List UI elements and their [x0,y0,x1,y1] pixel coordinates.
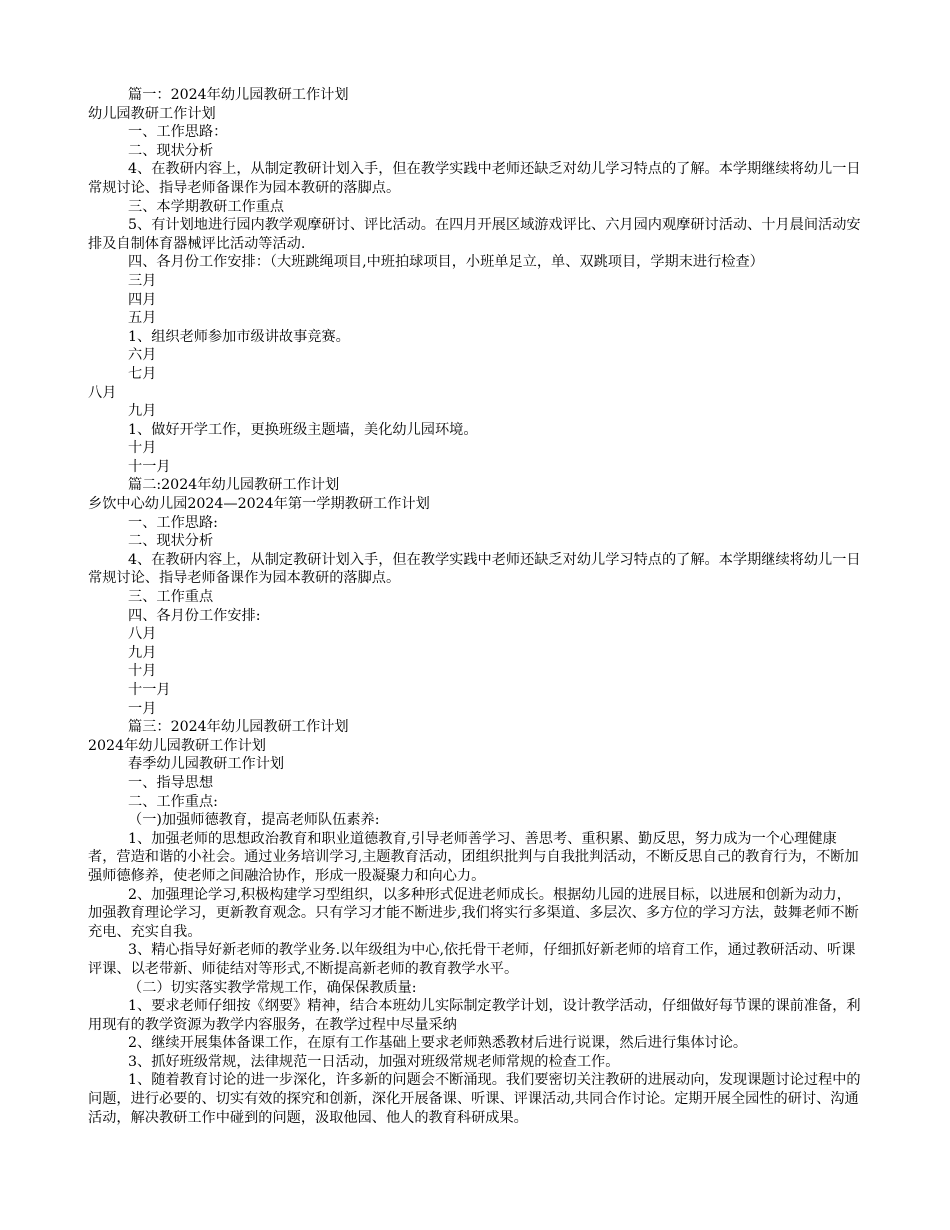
text-line: 1、要求老师仔细按《纲要》精神，结合本班幼儿实际制定教学计划，设计教学活动，仔细做好每节课的课前准备，利用现有的教学资源为教学内容服务，在教学过程中尽量采纳 [88,998,861,1033]
text-line: 幼儿园教研工作计划 [88,105,216,122]
text-line: 三月 [128,272,157,289]
text-line: 二、现状分析 [128,142,214,159]
text-line: 九月 [128,403,157,420]
text-line: 乡饮中心幼儿园2024—2024年第一学期教研工作计划 [88,496,430,513]
text-line: 2024年幼儿园教研工作计划 [88,737,266,754]
text-line: 四、各月份工作安排: [128,607,261,624]
text-line: 篇二:2024年幼儿园教研工作计划 [128,477,340,494]
text-line: 2、继续开展集体备课工作，在原有工作基础上要求老师熟悉教材后进行说课，然后进行集体讨论。 [128,1035,748,1052]
text-line: （二）切实落实教学常规工作，确保保教质量: [128,979,417,996]
text-line: 1、加强老师的思想政治教育和职业道德教育,引导老师善学习、善思考、重积累、勤反思，努力成为一个心理健康者，营造和谐的小社会。通过业务培训学习,主题教育活动，团组织批判与自我批判活动，不断反思自己的教育行为，不断加强师德修养，使老师之间融洽协作，形成一股凝聚力和向心力。 [88,830,859,884]
text-line: 3、抓好班级常规，法律规范一日活动，加强对班级常规老师常规的检查工作。 [128,1053,620,1070]
text-line: 三、本学期教研工作重点 [128,198,285,215]
text-line: 1、做好开学工作，更换班级主题墙，美化幼儿园环境。 [128,421,478,438]
text-line: 2、加强理论学习,积极构建学习型组织，以多种形式促进老师成长。根据幼儿园的进展目标，以进展和创新为动力，加强教育理论学习，更新教育观念。只有学习才能不断进步,我们将实行多渠道、多层次、多方位的学习方法，鼓舞老师不断充电、充实自我。 [88,886,859,940]
text-line: 六月 [128,347,157,364]
text-line: 五月 [128,310,157,327]
text-line: 九月 [128,644,157,661]
text-line: 十一月 [128,458,171,475]
text-line: 4、在教研内容上，从制定教研计划入手，但在教学实践中老师还缺乏对幼儿学习特点的了解。本学期继续将幼儿一日常规讨论、指导老师备课作为园本教研的落脚点。 [88,161,861,196]
text-line: 篇一：2024年幼儿园教研工作计划 [128,87,349,103]
text-line: 一月 [128,700,157,717]
text-line: 二、现状分析 [128,533,214,550]
text-line: 三、工作重点 [128,589,214,606]
text-line: 3、精心指导好新老师的教学业务.以年级组为中心,依托骨干老师，仔细抓好新老师的培育工作，通过教研活动、听课评课、以老带新、师徒结对等形式,不断提高新老师的教育教学水平。 [88,942,856,977]
text-line: 二、工作重点: [128,793,218,810]
text-line: 十月 [128,440,157,457]
text-line: 七月 [128,365,157,382]
text-line: 八月 [88,384,117,401]
text-line: 春季幼儿园教研工作计划 [128,756,285,773]
text-line: 一、指导思想 [128,774,214,791]
text-line: 八月 [128,626,157,643]
text-line: （一)加强师德教育，提高老师队伍素养: [128,812,380,829]
text-line: 1、组织老师参加市级讲故事竞赛。 [128,328,350,345]
text-line: 1、随着教育讨论的进一步深化，许多新的问题会不断涌现。我们要密切关注教研的进展动向，发现课题讨论过程中的问题，进行必要的、切实有效的探究和创新，深化开展备课、听课、评课活动,共同合作讨论。定期开展全园性的研讨、沟通活动，解决教研工作中碰到的问题，汲取他园、他人的教育科研成果。 [88,1072,861,1126]
text-line: 一、工作思路： [128,124,228,141]
text-line: 十一月 [128,682,171,698]
text-line: 5、有计划地进行园内教学观摩研讨、评比活动。在四月开展区域游戏评比、六月园内观摩研讨活动、十月晨间活动安排及自制体育器械评比活动等活动. [88,217,861,252]
text-line: 十月 [128,663,157,680]
text-line: 篇三：2024年幼儿园教研工作计划 [128,719,349,736]
text-line: 四月 [128,291,157,308]
text-line: 4、在教研内容上，从制定教研计划入手，但在教学实践中老师还缺乏对幼儿学习特点的了解。本学期继续将幼儿一日常规讨论、指导老师备课作为园本教研的落脚点。 [88,551,861,587]
text-line: 四、各月份工作安排：（大班跳绳项目,中班拍球项目，小班单足立，单、双跳项目，学期末进行检查） [128,254,764,271]
text-line: 一、工作思路: [128,514,218,531]
